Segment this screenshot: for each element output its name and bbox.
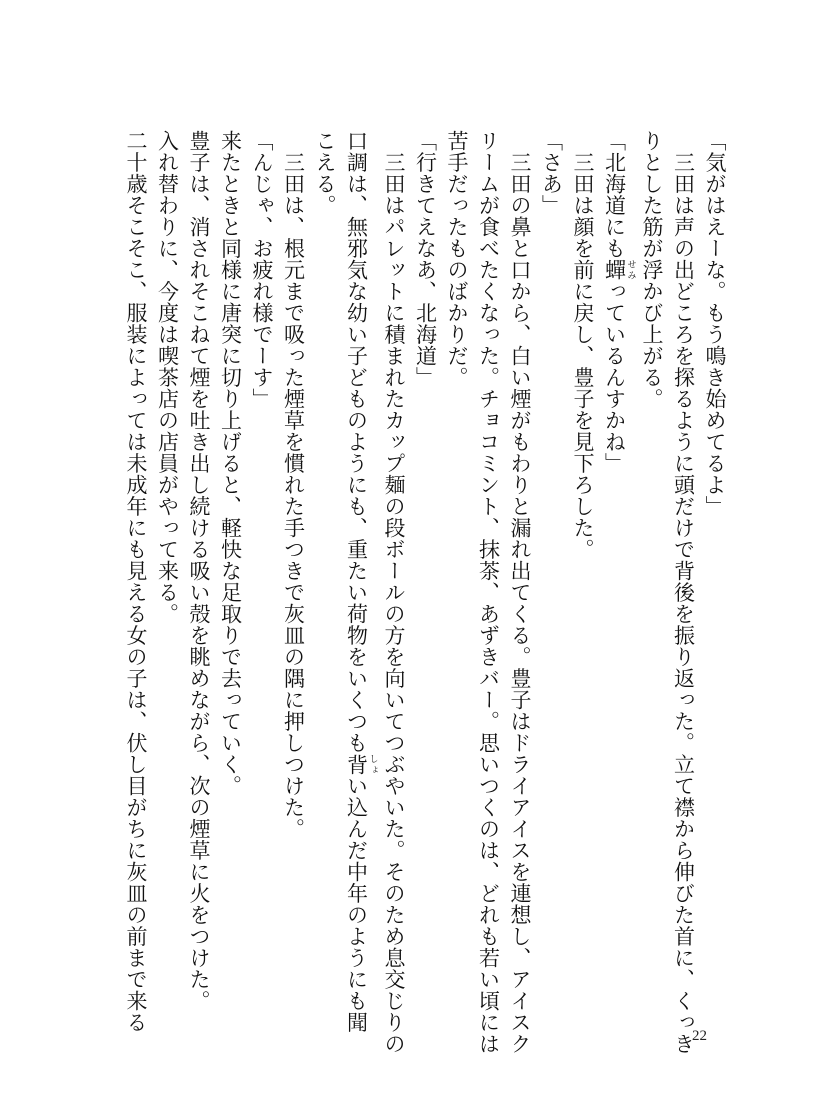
text-line: 「気がはえーな。もう鳴き始めてるよ」 xyxy=(703,130,727,517)
text-segment: っているんすかね」 xyxy=(602,280,627,474)
ruby-base: 蟬 xyxy=(602,259,627,281)
text-line: 「さあ」 xyxy=(539,130,564,216)
text-line: 苦手だったものばかりだ。 xyxy=(445,130,469,388)
ruby-annotation xyxy=(602,259,636,281)
text-line: りとした筋が浮かび上がる。 xyxy=(640,130,664,410)
text-line: 来たときと同様に唐突に切り上げると、軽快な足取りで去っていく。 xyxy=(218,130,243,797)
ruby-base: 背 xyxy=(344,753,369,775)
text-line: 三田は声の出どころを探るように頭だけで背後を振り返った。立て襟から伸びた首に、くっき xyxy=(671,130,696,1055)
text-line-with-ruby xyxy=(598,130,636,1010)
text-line: 入れ替わりに、今度は喫茶店の店員がやって来る。 xyxy=(155,130,180,625)
text-segment: 口調は、無邪気な幼い子どものようにも、重たい荷物をいくつも xyxy=(344,130,369,754)
text-segment: 「北海道にも xyxy=(602,130,627,259)
text-segment: い込んだ中年のようにも聞 xyxy=(344,775,369,1033)
text-line: 三田の鼻と口から、白い煙がもわりと漏れ出てくる。豊子はドライアイスを連想し、アイスク xyxy=(508,130,532,1055)
text-line: 三田は顔を前に戻し、豊子を見下ろした。 xyxy=(571,130,595,560)
page-number: 22 xyxy=(692,1028,707,1044)
ruby-reading: せみ xyxy=(625,259,636,281)
text-line: こえる。 xyxy=(313,130,337,216)
text-line: 「行きてえなあ、北海道」 xyxy=(413,130,438,388)
text-line: リームが食べたくなった。チョコミント、抹茶、あずきバー。思いつくのは、どれも若い頃には xyxy=(476,130,501,1055)
text-line: 二十歳そこそこ、服装によっては未成年にも見える女の子は、伏し目がちに灰皿の前まで来る xyxy=(124,130,148,1033)
text-line: 豊子は、消されそこねて煙を吐き出し続ける吸い殻を眺めながら、次の煙草に火をつけた。 xyxy=(187,130,211,1012)
text-line-with-ruby xyxy=(340,130,378,1033)
ruby-reading: しょ xyxy=(367,753,378,775)
ruby-annotation xyxy=(344,753,378,776)
text-line: 三田はパレットに積まれたカップ麺の段ボールの方を向いてつぶやいた。そのため息交じりの xyxy=(382,130,406,1055)
text-line: 三田は、根元まで吸った煙草を慣れた手つきで灰皿の隅に押しつけた。 xyxy=(281,130,306,840)
text-line: 「んじゃ、お疲れ様でーす」 xyxy=(250,130,274,410)
